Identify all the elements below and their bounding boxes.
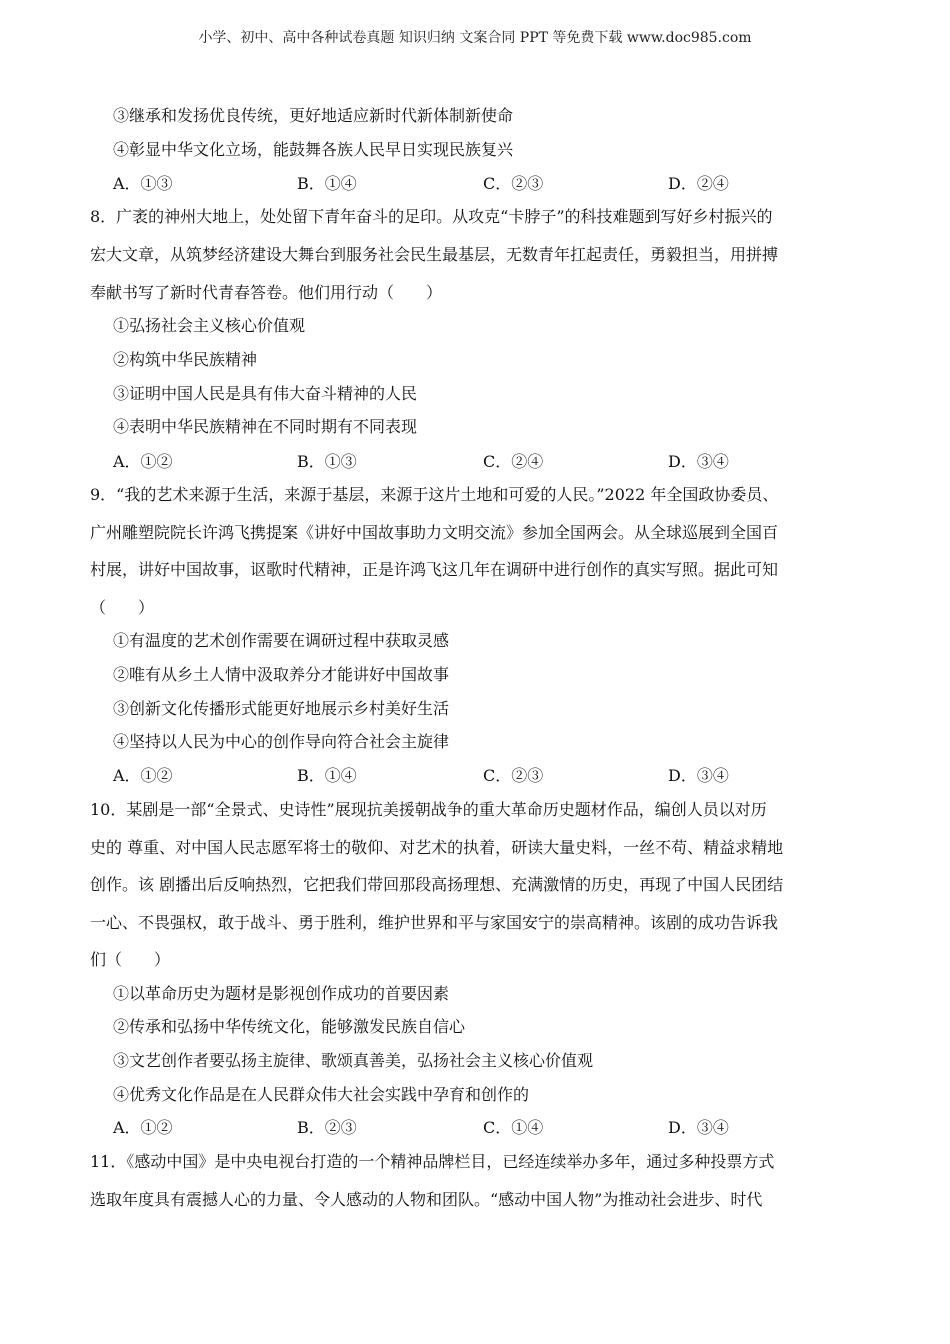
q7-choice-b[interactable]: B．①④ xyxy=(297,174,357,193)
q9-choice-b[interactable]: B．①④ xyxy=(297,766,357,785)
q8-option-1: ①弘扬社会主义核心价值观 xyxy=(113,316,306,335)
q7-option-4: ④彰显中华文化立场，能鼓舞各族人民早日实现民族复兴 xyxy=(113,140,514,159)
q9-stem-line-1: 9．“我的艺术来源于生活，来源于基层，来源于这片土地和可爱的人民。”2022 年全国政协委员、 xyxy=(90,485,779,504)
q10-stem-line-2: 史的 尊重、对中国人民志愿军将士的敬仰、对艺术的执着，研读大量史料，一丝不苟、精益求精地 xyxy=(90,838,784,857)
q10-stem-line-4: 一心、不畏强权，敢于战斗、勇于胜利，维护世界和平与家国安宁的崇高精神。该剧的成功告诉我 xyxy=(90,913,779,932)
q8-stem-line-3: 奉献书写了新时代青春答卷。他们用行动（ ） xyxy=(90,283,443,302)
q10-option-1: ①以革命历史为题材是影视创作成功的首要因素 xyxy=(113,984,450,1003)
q10-option-2: ②传承和弘扬中华传统文化，能够激发民族自信心 xyxy=(113,1017,466,1036)
q10-stem-line-1: 10．某剧是一部“全景式、史诗性”展现抗美援朝战争的重大革命历史题材作品，编创人员以对历 xyxy=(90,800,767,819)
q8-choice-a[interactable]: A．①② xyxy=(113,452,173,471)
q8-option-2: ②构筑中华民族精神 xyxy=(113,350,258,369)
q10-choice-a[interactable]: A．①② xyxy=(113,1118,173,1137)
q8-choice-b[interactable]: B．①③ xyxy=(297,452,357,471)
q10-choice-c[interactable]: C．①④ xyxy=(483,1118,544,1137)
q9-stem-line-3: 村展，讲好中国故事，讴歌时代精神，正是许鸿飞这几年在调研中进行创作的真实写照。据此可知 xyxy=(90,560,779,579)
q8-choice-c[interactable]: C．②④ xyxy=(483,452,544,471)
q8-choice-d[interactable]: D．③④ xyxy=(668,452,729,471)
q9-option-4: ④坚持以人民为中心的创作导向符合社会主旋律 xyxy=(113,732,450,751)
q9-stem-line-4: （ ） xyxy=(90,598,155,617)
q9-choice-c[interactable]: C．②③ xyxy=(483,766,544,785)
page-header: 小学、初中、高中各种试卷真题 知识归纳 文案合同 PPT 等免费下载 www.doc985.com xyxy=(198,30,752,46)
q9-stem-line-2: 广州雕塑院院长许鸿飞携提案《讲好中国故事助力文明交流》参加全国两会。从全球巡展到全国百 xyxy=(90,523,779,542)
q9-option-1: ①有温度的艺术创作需要在调研过程中获取灵感 xyxy=(113,631,450,650)
q10-stem-line-5: 们（ ） xyxy=(90,950,171,969)
q7-choice-d[interactable]: D．②④ xyxy=(668,174,729,193)
q8-option-3: ③证明中国人民是具有伟大奋斗精神的人民 xyxy=(113,384,418,403)
q10-stem-line-3: 创作。该 剧播出后反响热烈，它把我们带回那段高扬理想、充满激情的历史，再现了中国人民团结 xyxy=(90,875,784,894)
q10-option-4: ④优秀文化作品是在人民群众伟大社会实践中孕育和创作的 xyxy=(113,1085,530,1104)
q11-stem-line-1: 11．《感动中国》是中央电视台打造的一个精神品牌栏目，已经连续举办多年，通过多种投票方式 xyxy=(90,1152,775,1171)
q11-stem-line-2: 选取年度具有震撼人心的力量、令人感动的人物和团队。“感动中国人物”为推动社会进步、时代 xyxy=(90,1190,763,1209)
q9-choice-a[interactable]: A．①② xyxy=(113,766,173,785)
q7-choice-c[interactable]: C．②③ xyxy=(483,174,544,193)
q8-stem-line-1: 8．广袤的神州大地上，处处留下青年奋斗的足印。从攻克“卡脖子”的科技难题到写好乡村振兴的 xyxy=(90,207,773,226)
q9-choice-d[interactable]: D．③④ xyxy=(668,766,729,785)
q7-option-3: ③继承和发扬优良传统，更好地适应新时代新体制新使命 xyxy=(113,106,514,125)
q9-option-3: ③创新文化传播形式能更好地展示乡村美好生活 xyxy=(113,699,450,718)
q10-choice-d[interactable]: D．③④ xyxy=(668,1118,729,1137)
q10-option-3: ③文艺创作者要弘扬主旋律、歌颂真善美，弘扬社会主义核心价值观 xyxy=(113,1051,594,1070)
q9-option-2: ②唯有从乡土人情中汲取养分才能讲好中国故事 xyxy=(113,665,450,684)
q8-stem-line-2: 宏大文章，从筑梦经济建设大舞台到服务社会民生最基层，无数青年扛起责任，勇毅担当，用拼搏 xyxy=(90,245,779,264)
q8-option-4: ④表明中华民族精神在不同时期有不同表现 xyxy=(113,417,418,436)
q10-choice-b[interactable]: B．②③ xyxy=(297,1118,357,1137)
q7-choice-a[interactable]: A．①③ xyxy=(113,174,173,193)
